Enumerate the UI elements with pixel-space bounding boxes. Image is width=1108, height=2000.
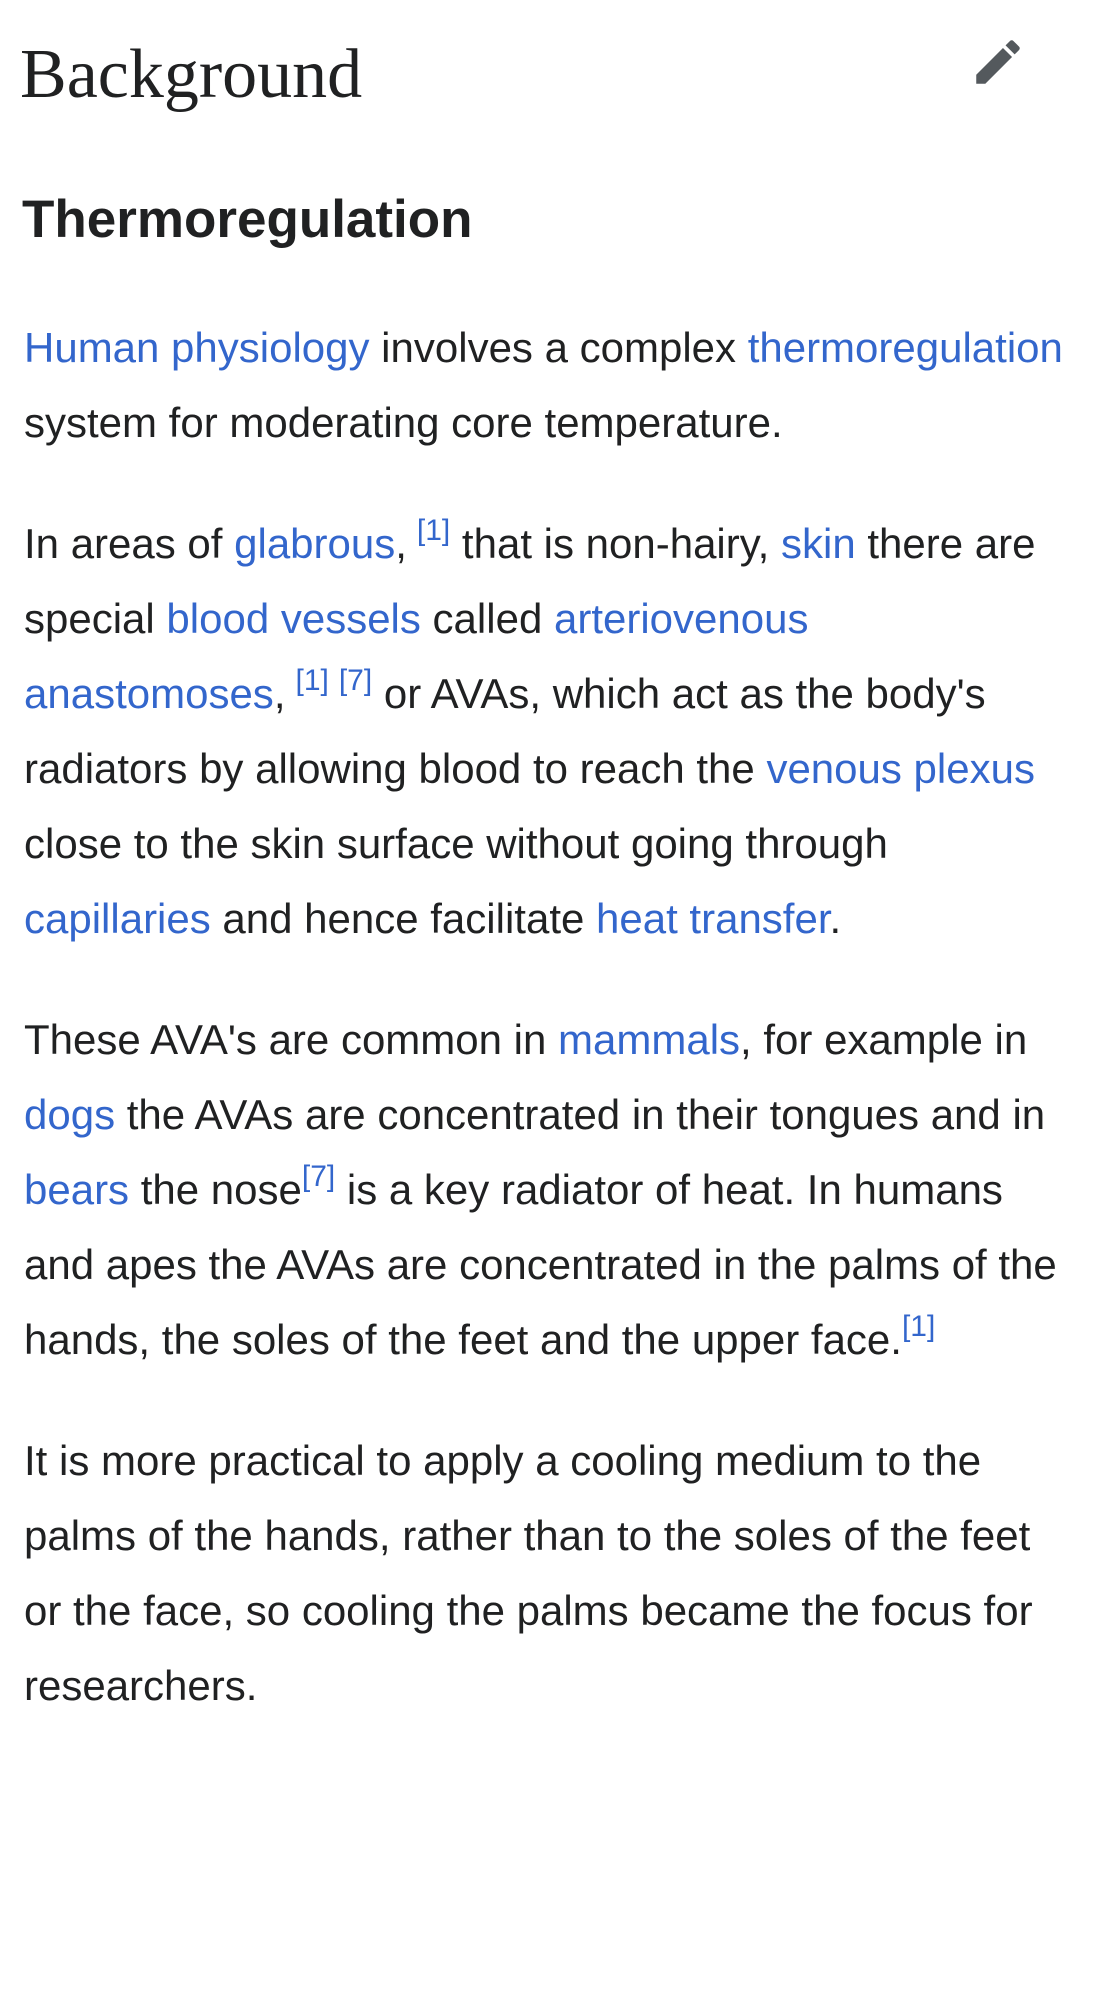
paragraph-4 xyxy=(24,1423,1074,1723)
text: close to the skin surface without going through xyxy=(24,820,888,867)
link-capillaries[interactable]: capillaries xyxy=(24,895,211,942)
reference-1[interactable]: [1] xyxy=(901,1310,936,1343)
subsection-title: Thermoregulation xyxy=(22,190,473,249)
text: It is more practical to apply a cooling medium to the palms of the hands, rather than to the soles of the feet or the face, so cooling the palms became the focus for researchers. xyxy=(24,1437,1033,1709)
edit-section-button[interactable] xyxy=(966,30,1030,94)
paragraph-3 xyxy=(24,1002,1074,1377)
text: . xyxy=(829,895,842,942)
text: there are special xyxy=(24,520,1036,642)
section-header xyxy=(20,30,1060,120)
text: that is non-hairy, xyxy=(450,520,781,567)
link-bears[interactable]: bears xyxy=(24,1166,130,1213)
link-skin[interactable]: skin xyxy=(780,520,856,567)
text: is a key radiator of heat. In humans and apes the AVAs are concentrated in the palms of the hands, the soles of the feet and the upper face. xyxy=(24,1166,1057,1363)
reference-7[interactable]: [7] xyxy=(301,1160,336,1193)
text: system for moderating core temperature. xyxy=(24,399,783,446)
link-venous-plexus[interactable]: venous plexus xyxy=(766,745,1035,792)
link-thermoregulation[interactable]: thermoregulation xyxy=(747,324,1063,371)
link-human-physiology[interactable]: Human physiology xyxy=(24,324,370,371)
text: , for example in xyxy=(740,1016,1028,1063)
text: In areas of xyxy=(24,520,235,567)
link-blood-vessels[interactable]: blood vessels xyxy=(166,595,421,642)
text: These AVA's are common in xyxy=(24,1016,559,1063)
text: and hence facilitate xyxy=(210,895,597,942)
reference-7[interactable]: [7] xyxy=(338,664,373,697)
text: the nose xyxy=(129,1166,302,1213)
link-glabrous[interactable]: glabrous xyxy=(234,520,396,567)
reference-1[interactable]: [1] xyxy=(295,664,329,697)
article-content xyxy=(24,310,1074,1769)
section-title: Background xyxy=(20,36,363,113)
paragraph-2 xyxy=(24,506,1074,956)
text: the AVAs are concentrated in their tongues and in xyxy=(115,1091,1046,1138)
link-arteriovenous-anastomoses[interactable]: arteriovenous anastomoses xyxy=(24,595,809,717)
link-heat-transfer[interactable]: heat transfer xyxy=(596,895,830,942)
text: called xyxy=(420,595,554,642)
text: , xyxy=(273,670,286,717)
text: or AVAs, which act as the body's radiators by allowing blood to reach the xyxy=(24,670,986,792)
link-mammals[interactable]: mammals xyxy=(558,1016,741,1063)
pencil-icon xyxy=(969,33,1027,91)
reference-1[interactable]: [1] xyxy=(416,514,451,547)
link-dogs[interactable]: dogs xyxy=(24,1091,116,1138)
text: , xyxy=(395,520,407,567)
text: involves a complex xyxy=(369,324,748,371)
paragraph-1 xyxy=(24,310,1074,460)
